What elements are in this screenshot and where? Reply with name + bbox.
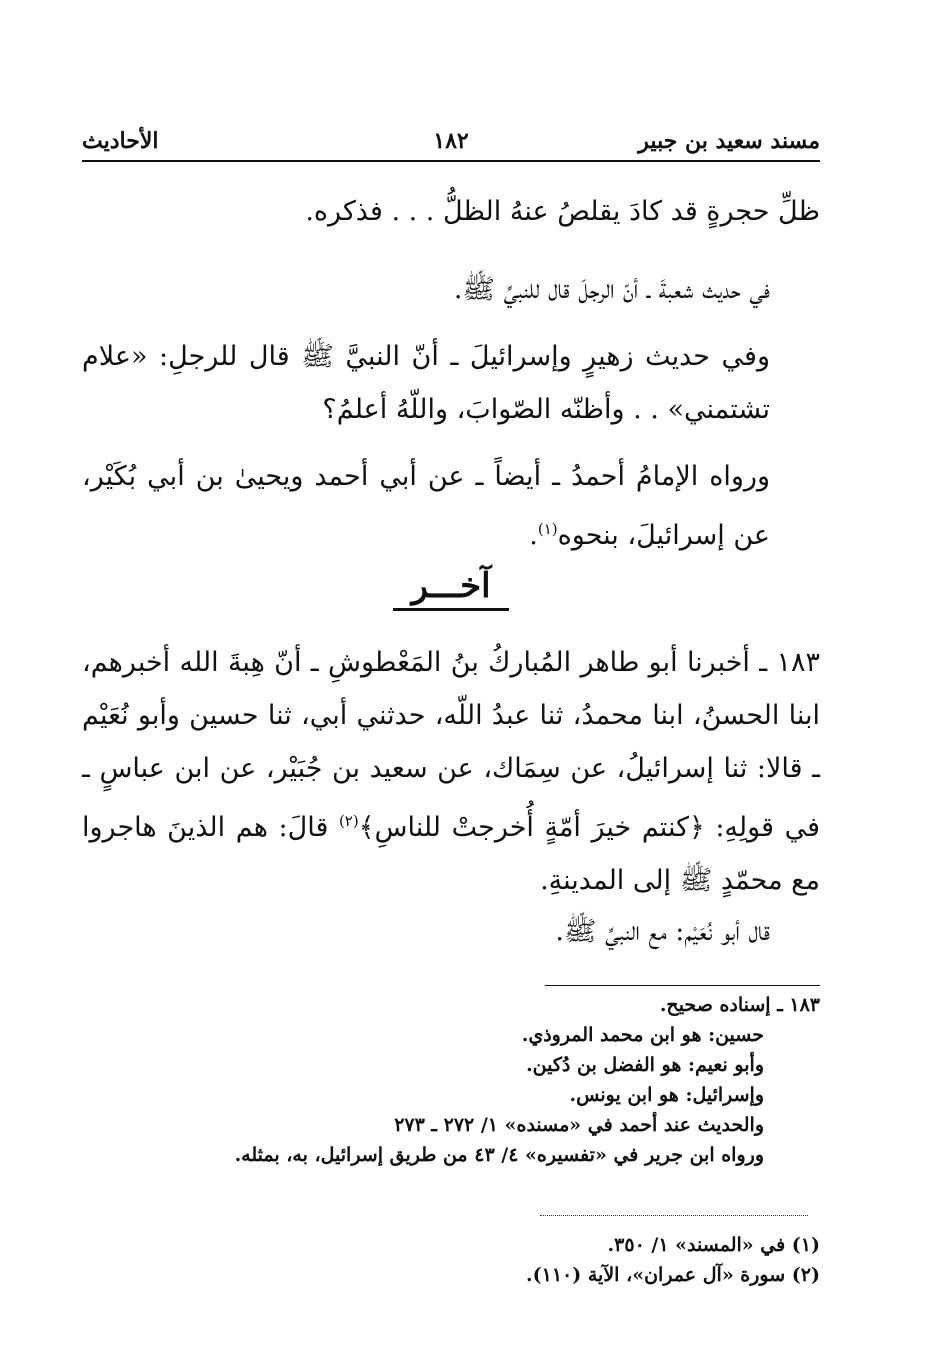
header-rule — [82, 160, 820, 162]
footnote-marker-1: (١) — [537, 520, 558, 538]
paragraph-shuba: في حديث شعبةَ ـ أنّ الرجلَ قال للنبيِّ ﷺ. — [453, 274, 770, 305]
paragraph-abu-nuaym: قال أبو نُعَيْم: مع النبيِّ ﷺ. — [555, 916, 770, 947]
section-heading-text: آخـــر — [393, 566, 508, 611]
notes-rule — [545, 985, 820, 986]
note-line: وإسرائيل: هو ابن يونس. — [569, 1084, 764, 1106]
note-line: ١٨٣ ـ إسناده صحيح. — [659, 994, 820, 1016]
footnote-1: (١) في «المسند» ١/ ٣٥٠. — [607, 1234, 820, 1256]
note-line: والحديث عند أحمد في «مسنده» ١/ ٢٧٢ ـ ٢٧٣ — [394, 1114, 764, 1136]
footnotes-rule — [540, 1215, 808, 1216]
hadith-183-text: ١٨٣ ـ أخبرنا أبو طاهر المُباركُ بنُ المَعْطوشِ ـ أنّ هِبةَ الله أخبرهم، ابنا الحسنُ، ابنا محمدُ، ثنا عبدُ اللّه، حدثني أبي، ثنا حسين وأبو نُعَيْم ـ قالا: ثنا إسرائيلُ، عن سِمَاك، عن سعيد بن جُبَيْر، عن ابن عباسٍ ـ في قولِهِ: ﴿كنتم خيرَ أمّةٍ أُخرجتْ للناسِ﴾ — [82, 647, 820, 843]
note-line: حسين: هو ابن محمد المروذي. — [521, 1024, 764, 1046]
footnote-2: (٢) سورة «آل عمران»، الآية (١١٠). — [526, 1264, 820, 1286]
paragraph-ahmad-text: ورواه الإمامُ أحمدُ ـ أيضاً ـ عن أبي أحمد ويحيىٰ بن أبي بُكَيْر، عن إسرائيلَ، بنحوه — [82, 461, 770, 551]
note-line: وأبو نعيم: هو الفضل بن دُكين. — [526, 1054, 764, 1076]
footnote-marker-2: (٢) — [338, 812, 359, 830]
page-number: ١٨٢ — [433, 128, 469, 154]
section-name: الأحاديث — [82, 128, 159, 154]
paragraph-continuation: ظلِّ حجرةٍ قد كادَ يقلصُ عنهُ الظلُّ . . . فذكره. — [305, 196, 820, 227]
commentary-notes — [180, 990, 820, 1170]
note-line: ورواه ابن جرير في «تفسيره» ٤/ ٤٣ من طريق إسرائيل، به، بمثله. — [234, 1144, 764, 1166]
hadith-183-end: قالَ: هم الذينَ هاجروا مع محمّدٍ ﷺ إلى المدينةِ. — [82, 812, 820, 896]
paragraph-ahmad-end: . — [529, 520, 538, 551]
paragraph-zuhair: وفي حديث زهيرٍ وإسرائيلَ ـ أنّ النبيَّ ﷺ قال للرجلِ: «علام تشتمني» . . وأظنّه الصّوابَ، واللّهُ أعلمُ؟ — [82, 341, 770, 425]
section-heading — [82, 566, 820, 611]
footnotes — [180, 1230, 820, 1290]
running-header — [82, 128, 820, 158]
book-title: مسند سعيد بن جبير — [638, 128, 820, 154]
paragraph-ahmad — [82, 450, 820, 562]
hadith-183 — [82, 636, 820, 907]
